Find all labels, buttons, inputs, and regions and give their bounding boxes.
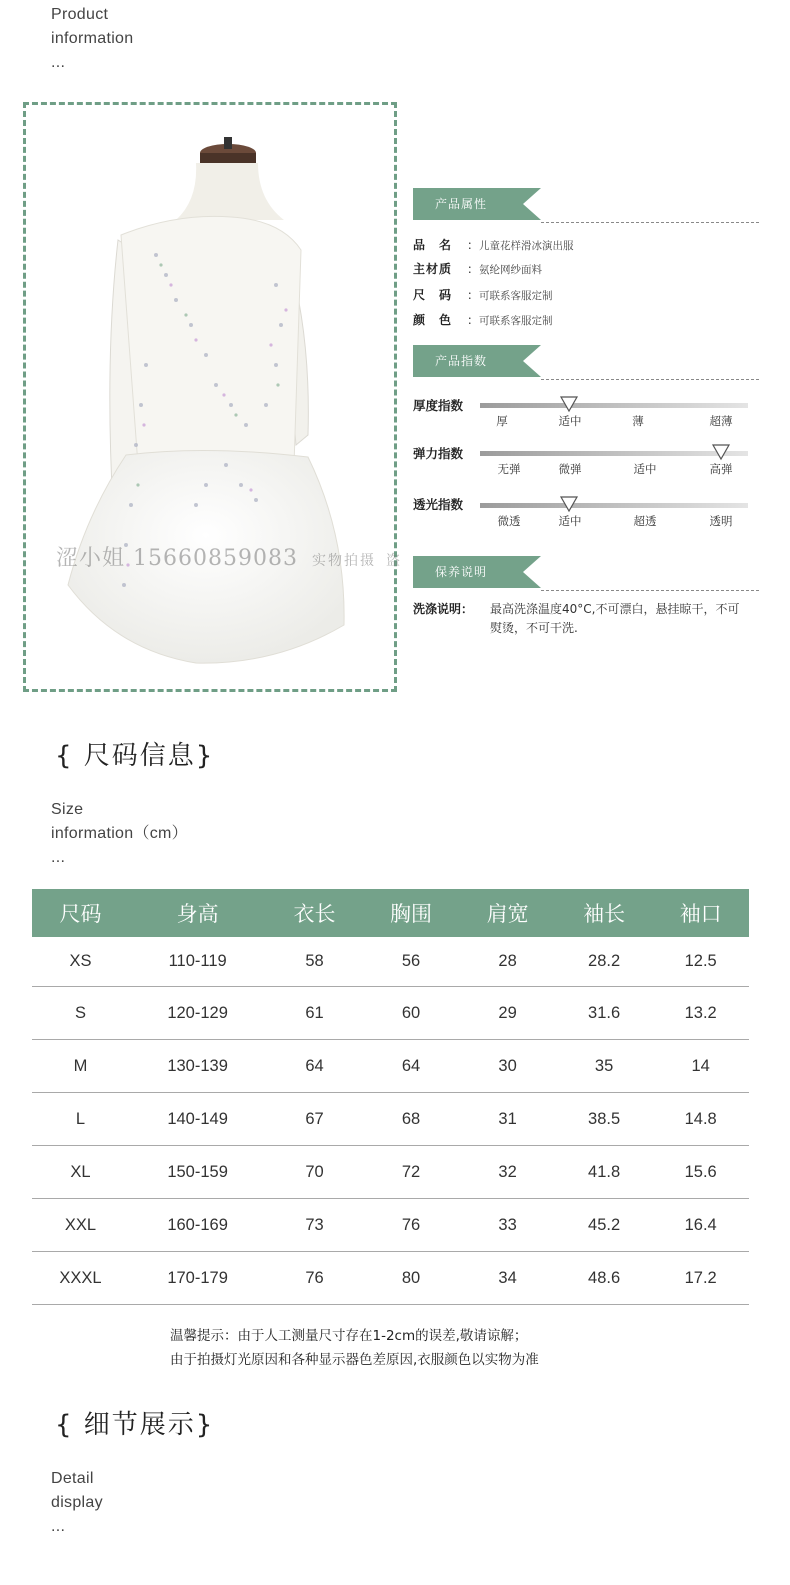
attr-value: 氨纶网纱面料 (479, 264, 543, 276)
header-cell: 袖口 (652, 889, 749, 937)
attr-sep: ： (467, 238, 480, 252)
table-cell: 56 (363, 937, 460, 987)
table-cell: 73 (266, 1199, 363, 1252)
table-cell: 64 (266, 1040, 363, 1093)
table-cell: 31 (459, 1093, 556, 1146)
table-cell: 68 (363, 1093, 460, 1146)
size-tip-line2: 由于拍摄灯光原因和各种显示器色差原因,衣服颜色以实物为准 (170, 1352, 539, 1368)
size-title-line2: information（cm） (51, 825, 188, 842)
tag-label: 产品属性 (435, 197, 488, 211)
header-cell: 肩宽 (459, 889, 556, 937)
watermark-note: 实物拍摄 (311, 553, 376, 569)
index-label-elasticity: 弹力指数 (413, 446, 464, 461)
detail-section-heading: { 细节展示} (55, 1410, 215, 1440)
table-cell: 28.2 (556, 937, 653, 987)
header-cell: 衣长 (266, 889, 363, 937)
attr-sep: ： (467, 313, 480, 327)
index-option: 微透 (497, 514, 521, 528)
size-section-heading: { 尺码信息} (55, 741, 215, 771)
table-cell: 13.2 (652, 987, 749, 1040)
table-cell: 41.8 (556, 1146, 653, 1199)
attr-key: 颜 色 (413, 313, 453, 327)
attr-sep: ： (467, 262, 480, 276)
index-option: 厚 (496, 414, 508, 428)
table-cell: 120-129 (129, 987, 266, 1040)
index-option: 透明 (709, 514, 733, 528)
attr-row-size (413, 286, 553, 303)
table-row (32, 987, 749, 1040)
table-cell: 28 (459, 937, 556, 987)
table-cell: 160-169 (129, 1199, 266, 1252)
tag-label: 产品指数 (435, 354, 488, 368)
attr-row-color (413, 311, 553, 328)
size-ellipsis: ... (51, 849, 66, 866)
table-cell: 32 (459, 1146, 556, 1199)
index-bar-elasticity (480, 451, 748, 456)
table-row (32, 1199, 749, 1252)
table-cell: S (32, 987, 129, 1040)
table-cell: 76 (363, 1199, 460, 1252)
header-cell: 尺码 (32, 889, 129, 937)
table-cell: 34 (459, 1252, 556, 1305)
table-cell: 170-179 (129, 1252, 266, 1305)
table-cell: 15.6 (652, 1146, 749, 1199)
index-option: 薄 (632, 414, 644, 428)
size-title-line1: Size (51, 801, 84, 818)
table-cell: 45.2 (556, 1199, 653, 1252)
index-label-transparency: 透光指数 (413, 497, 464, 512)
table-cell: 31.6 (556, 987, 653, 1040)
index-marker-triangle-icon (712, 444, 730, 460)
detail-title-line1: Detail (51, 1470, 94, 1487)
table-cell: 67 (266, 1093, 363, 1146)
table-cell: 17.2 (652, 1252, 749, 1305)
index-option-selected: 高弹 (709, 462, 733, 476)
intro-title-line2: information (51, 30, 134, 47)
photo-watermark (56, 541, 401, 572)
attr-row-name (413, 236, 574, 253)
table-cell: 80 (363, 1252, 460, 1305)
attr-sep: ： (467, 288, 480, 302)
divider-line (541, 379, 759, 380)
size-table-header (32, 889, 749, 937)
table-cell: 33 (459, 1199, 556, 1252)
table-cell: 60 (363, 987, 460, 1040)
index-option: 超薄 (709, 414, 733, 428)
table-cell: 16.4 (652, 1199, 749, 1252)
attr-key: 品 名 (413, 238, 453, 252)
attr-key: 尺 码 (413, 288, 453, 302)
table-cell: 38.5 (556, 1093, 653, 1146)
table-cell: M (32, 1040, 129, 1093)
index-option-selected: 适中 (558, 414, 582, 428)
index-label-thickness: 厚度指数 (413, 398, 464, 413)
index-bar-transparency (480, 503, 748, 508)
table-cell: 130-139 (129, 1040, 266, 1093)
table-row (32, 1146, 749, 1199)
attr-value: 可联系客服定制 (479, 315, 553, 327)
table-cell: XL (32, 1146, 129, 1199)
table-row (32, 937, 749, 987)
size-table (32, 889, 749, 1305)
index-option: 适中 (633, 462, 657, 476)
table-cell: 150-159 (129, 1146, 266, 1199)
table-row (32, 1093, 749, 1146)
index-option: 微弹 (558, 462, 582, 476)
table-cell: 14.8 (652, 1093, 749, 1146)
intro-ellipsis: ... (51, 54, 66, 71)
index-marker-triangle-icon (560, 496, 578, 512)
header-cell: 袖长 (556, 889, 653, 937)
table-cell: 48.6 (556, 1252, 653, 1305)
tag-product-index (413, 345, 541, 377)
index-marker-triangle-icon (560, 396, 578, 412)
table-cell: 76 (266, 1252, 363, 1305)
table-cell: 58 (266, 937, 363, 987)
table-cell: XXL (32, 1199, 129, 1252)
care-text: 最高洗涤温度40°C,不可漂白，悬挂晾干，不可熨烫，不可干洗. (490, 602, 740, 635)
watermark-name: 涩小姐 (56, 546, 126, 571)
product-photo-frame (23, 102, 401, 692)
attr-key: 主材质 (413, 262, 453, 276)
index-option-selected: 适中 (558, 514, 582, 528)
detail-ellipsis: ... (51, 1518, 66, 1535)
attr-value: 儿童花样滑冰演出服 (479, 240, 574, 252)
attr-row-material (413, 260, 542, 277)
table-cell: 72 (363, 1146, 460, 1199)
detail-title-line2: display (51, 1494, 103, 1511)
table-cell: 35 (556, 1040, 653, 1093)
header-cell: 胸围 (363, 889, 460, 937)
index-bar-thickness (480, 403, 748, 408)
table-cell: XXXL (32, 1252, 129, 1305)
table-cell: 14 (652, 1040, 749, 1093)
intro-title-line1: Product (51, 6, 109, 23)
table-cell: L (32, 1093, 129, 1146)
index-option: 超透 (633, 514, 657, 528)
divider-line (541, 222, 759, 223)
size-tip-line1: 温馨提示：由于人工测量尺寸存在1-2cm的误差,敬请谅解； (170, 1328, 528, 1344)
tag-care-instructions (413, 556, 541, 588)
care-label: 洗涤说明： (413, 602, 474, 616)
table-cell: 29 (459, 987, 556, 1040)
dress-illustration (26, 105, 394, 689)
table-cell: XS (32, 937, 129, 987)
table-cell: 70 (266, 1146, 363, 1199)
index-option: 无弹 (497, 462, 521, 476)
attr-value: 可联系客服定制 (479, 290, 553, 302)
table-cell: 140-149 (129, 1093, 266, 1146)
divider-line (541, 590, 759, 591)
watermark-phone: 15660859083 (133, 546, 298, 571)
table-row (32, 1040, 749, 1093)
table-row (32, 1252, 749, 1305)
tag-product-attributes (413, 188, 541, 220)
watermark-end: 盗 (385, 553, 401, 569)
table-cell: 30 (459, 1040, 556, 1093)
table-cell: 61 (266, 987, 363, 1040)
header-cell: 身高 (129, 889, 266, 937)
table-cell: 12.5 (652, 937, 749, 987)
table-cell: 110-119 (129, 937, 266, 987)
table-cell: 64 (363, 1040, 460, 1093)
tag-label: 保养说明 (435, 565, 488, 579)
